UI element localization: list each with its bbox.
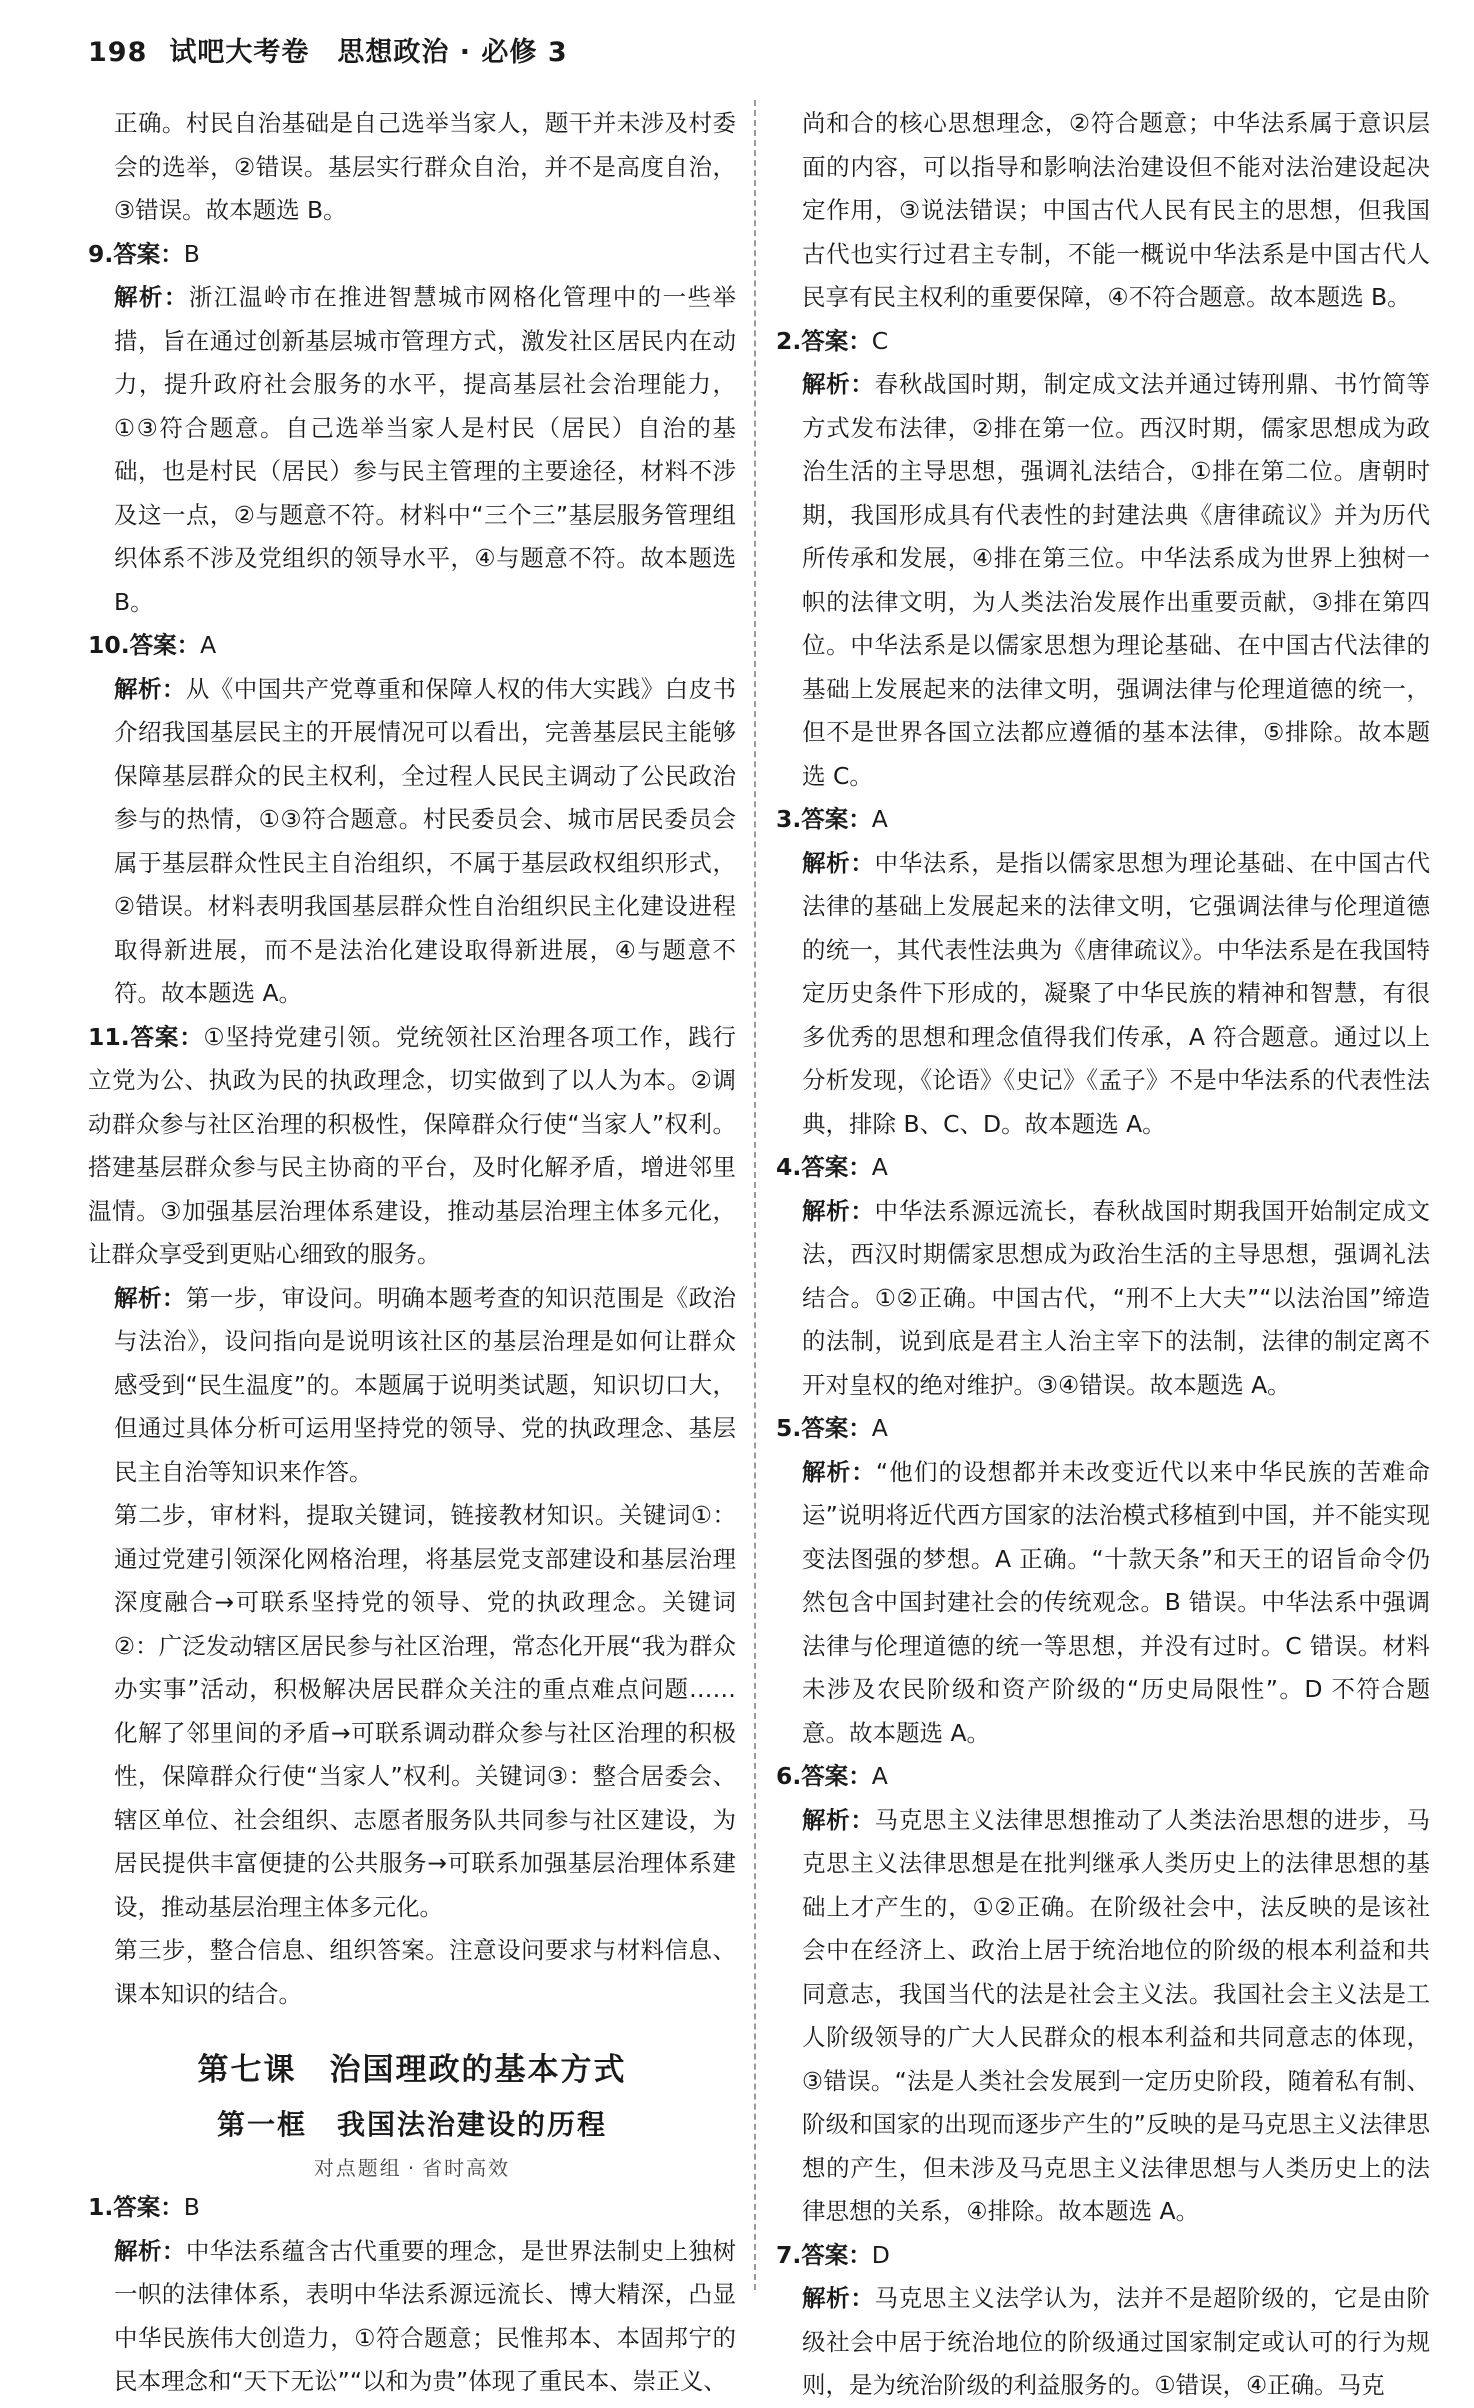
answer-value: ①坚持党建引领。党统领社区治理各项工作，践行立党为公、执政为民的执政理念，切实做到了以人为本。②调动群众参与社区治理的积极性，保障群众行使“当家人”权利。搭建基层群众参与民主协商的平台，及时化解矛盾，增进邻里温情。③加强基层治理体系建设，推动基层治理主体多元化，让群众享受到更贴心细致的服务。 <box>88 1022 736 1268</box>
question-6 <box>776 1755 1430 2234</box>
analysis-label: 解析： <box>114 1283 186 1312</box>
analysis-text: 第一步，审设问。明确本题考查的知识范围是《政治与法治》，设问指向是说明该社区的基层治理是如何让群众感受到“民生温度”的。本题属于说明类试题，知识切口大，但通过具体分析可运用坚持党的领导、党的执政理念、基层民主自治等知识来作答。 <box>114 1283 737 1486</box>
analysis-text: 中华法系，是指以儒家思想为理论基础、在中国古代法律的基础上发展起来的法律文明，它强调法律与伦理道德的统一，其代表性法典为《唐律疏议》。中华法系是在我国特定历史条件下形成的，凝聚了中华民族的精神和智慧，有很多优秀的思想和理念值得我们传承，A 符合题意。通过以上分析发现，《论语》《史记》《孟子》不是中华法系的代表性法典，排除 B、C、D。故本题选 A。 <box>802 848 1431 1138</box>
analysis-label: 解析： <box>114 2236 186 2265</box>
subheading-part-b: 省时高效 <box>422 2156 511 2180</box>
question-number: 4. <box>776 1153 802 1181</box>
left-column <box>88 102 736 2404</box>
analysis-label: 解析： <box>802 1805 875 1834</box>
answer-value: B <box>183 2193 200 2221</box>
question-number: 2. <box>776 326 802 355</box>
analysis-text: 春秋战国时期，制定成文法并通过铸刑鼎、书竹简等方式发布法律，②排在第一位。西汉时期，儒家思想成为政治生活的主导思想，强调礼法结合，①排在第二位。唐朝时期，我国形成具有代表性的封建法典《唐律疏议》并为历代所传承和发展，④排在第三位。中华法系成为世界上独树一帜的法律文明，为人类法治发展作出重要贡献，③排在第四位。中华法系是以儒家思想为理论基础、在中国古代法律的基础上发展起来的法律文明，强调法律与伦理道德的统一，但不是世界各国立法都应遵循的基本法律，⑤排除。故本题选 C。 <box>802 370 1431 790</box>
page-number: 198 <box>88 37 148 68</box>
answer-label: 答案： <box>113 239 184 268</box>
analysis-label: 解析： <box>802 1196 875 1225</box>
question-number: 11. <box>88 1022 130 1051</box>
answer-label: 答案： <box>129 1022 204 1051</box>
lesson-title: 第七课 治国理政的基本方式 <box>197 2052 627 2088</box>
answer-value: D <box>871 2240 890 2269</box>
analysis-text: 浙江温岭市在推进智慧城市网格化管理中的一些举措，旨在通过创新基层城市管理方式，激发社区居民内在动力，提升政府社会服务的水平，提高基层社会治理能力，①③符合题意。自己选举当家人是村民（居民）自治的基础，也是村民（居民）参与民主管理的主要途径，材料不涉及这一点，②与题意不符。材料中“三个三”基层服务管理组织体系不涉及党组织的领导水平，④与题意不符。故本题选 B。 <box>114 283 736 616</box>
page-header <box>88 30 568 69</box>
analysis-text: 从《中国共产党尊重和保障人权的伟大实践》白皮书介绍我国基层民主的开展情况可以看出，完善基层民主能够保障基层群众的民主权利，全过程人民民主调动了公民政治参与的热情，①③符合题意。村民委员会、城市居民委员会属于基层群众性民主自治组织，不属于基层政权组织形式，②错误。材料表明我国基层群众性自治组织民主化建设进程取得新进展，而不是法治化建设取得新进展，④与题意不符。故本题选 A。 <box>114 674 737 1007</box>
answer-value: A <box>871 805 888 833</box>
question-9 <box>88 233 736 625</box>
analysis-step-3: 第三步，整合信息、组织答案。注意设问要求与材料信息、课本知识的结合。 <box>114 1936 736 2008</box>
question-1 <box>88 2186 736 2404</box>
right-column <box>776 102 1430 2408</box>
answer-value: A <box>871 1153 888 1181</box>
subheading-separator: · <box>407 2156 417 2180</box>
answer-value: B <box>183 239 200 268</box>
question-7 <box>776 2234 1430 2408</box>
analysis-label: 解析： <box>802 2284 875 2312</box>
answer-label: 答案： <box>801 1414 872 1442</box>
answer-value: A <box>871 1414 888 1442</box>
answer-label: 答案： <box>113 2193 184 2221</box>
frame-title: 第一框 我国法治建设的历程 <box>216 2108 607 2141</box>
question-number: 10. <box>88 631 130 659</box>
question-3 <box>776 798 1430 1146</box>
analysis-label: 解析： <box>802 370 875 398</box>
analysis-label: 解析： <box>802 848 875 877</box>
answer-label: 答案： <box>801 1153 872 1181</box>
subheading-part-a: 对点题组 <box>313 2156 402 2180</box>
question-number: 3. <box>776 805 802 833</box>
question-4 <box>776 1146 1430 1407</box>
analysis-text: “他们的设想都并未改变近代以来中华民族的苦难命运”说明将近代西方国家的法治模式移植到中国，并不能实现变法图强的梦想。A 正确。“十款天条”和天王的诏旨命令仍然包含中国封建社会的传统观念。B 错误。中华法系中强调法律与伦理道德的统一等思想，并没有过时。C 错误。材料未涉及农民阶级和资产阶级的“历史局限性”。D 不符合题意。故本题选 A。 <box>802 1457 1430 1747</box>
question-10 <box>88 624 736 1016</box>
continuation-text: 正确。村民自治基础是自己选举当家人，题干并未涉及村委会的选举，②错误。基层实行群众自治，并不是高度自治，③错误。故本题选 B。 <box>114 109 736 224</box>
book-title: 试吧大考卷 思想政治 · 必修 3 <box>169 37 568 68</box>
analysis-text: 马克思主义法律思想推动了人类法治思想的进步，马克思主义法律思想是在批判继承人类历史上的法律思想的基础上才产生的，①②正确。在阶级社会中，法反映的是该社会中在经济上、政治上居于统治地位的阶级的根本利益和共同意志，我国当代的法是社会主义法。我国社会主义法是工人阶级领导的广大人民群众的根本利益和共同意志的体现，③错误。“法是人类社会发展到一定历史阶段，随着私有制、阶级和国家的出现而逐步产生的”反映的是马克思主义法律思想的产生，但未涉及马克思主义法律思想与人类历史上的法律思想的关系，④排除。故本题选 A。 <box>802 1805 1431 2225</box>
answer-label: 答案： <box>801 2240 872 2269</box>
answer-label: 答案： <box>129 631 201 659</box>
analysis-step-2: 第二步，审材料，提取关键词，链接教材知识。关键词①：通过党建引领深化网格治理，将基层党支部建设和基层治理深度融合→可联系坚持党的领导、党的执政理念。关键词②：广泛发动辖区居民参与社区治理，常态化开展“我为群众办实事”活动，积极解决居民群众关注的重点难点问题……化解了邻里间的矛盾→可联系调动群众参与社区治理的积极性，保障群众行使“当家人”权利。关键词③：整合居委会、辖区单位、社会组织、志愿者服务队共同参与社区建设，为居民提供丰富便捷的公共服务→可联系加强基层治理体系建设，推动基层治理主体多元化。 <box>114 1501 736 1921</box>
answer-value: A <box>871 1762 888 1790</box>
question-5 <box>776 1407 1430 1755</box>
answer-label: 答案： <box>801 805 872 833</box>
analysis-text: 中华法系源远流长，春秋战国时期我国开始制定成文法，西汉时期儒家思想成为政治生活的主导思想，强调礼法结合。①②正确。中国古代，“刑不上大夫”“以法治国”缔造的法制，说到底是君主人治主宰下的法制，法律的制定离不开对皇权的绝对维护。③④错误。故本题选 A。 <box>802 1196 1431 1399</box>
question-number: 1. <box>88 2193 114 2221</box>
question-number: 7. <box>776 2240 802 2269</box>
answer-label: 答案： <box>801 1762 872 1790</box>
column-divider <box>754 100 756 2290</box>
analysis-label: 解析： <box>114 283 189 311</box>
answer-value: C <box>871 326 889 355</box>
analysis-text: 马克思主义法学认为，法并不是超阶级的，它是由阶级社会中居于统治地位的阶级通过国家制定或认可的行为规则，是为统治阶级的利益服务的。①错误，④正确。马克 <box>802 2284 1431 2399</box>
continuation-text: 尚和合的核心思想理念，②符合题意；中华法系属于意识层面的内容，可以指导和影响法治建设但不能对法治建设起决定作用，③说法错误；中国古代人民有民主的思想，但我国古代也实行过君主专制，不能一概说中华法系是中国古代人民享有民主权利的重要保障，④不符合题意。故本题选 B。 <box>802 109 1430 311</box>
analysis-text: 中华法系蕴含古代重要的理念，是世界法制史上独树一帜的法律体系，表明中华法系源远流长、博大精深，凸显中华民族伟大创造力，①符合题意；民惟邦本、本固邦宁的民本理念和“天下无讼”“以和为贵”体现了重民本、崇正义、 <box>114 2236 737 2395</box>
question-number: 6. <box>776 1762 802 1790</box>
question-2 <box>776 320 1430 799</box>
question-11 <box>88 1016 736 2017</box>
answer-value: A <box>200 631 217 659</box>
section-subheading <box>88 2150 736 2186</box>
question-number: 9. <box>88 239 114 268</box>
answer-label: 答案： <box>801 326 872 355</box>
analysis-label: 解析： <box>802 1457 876 1486</box>
analysis-label: 解析： <box>114 674 186 703</box>
question-number: 5. <box>776 1414 802 1442</box>
